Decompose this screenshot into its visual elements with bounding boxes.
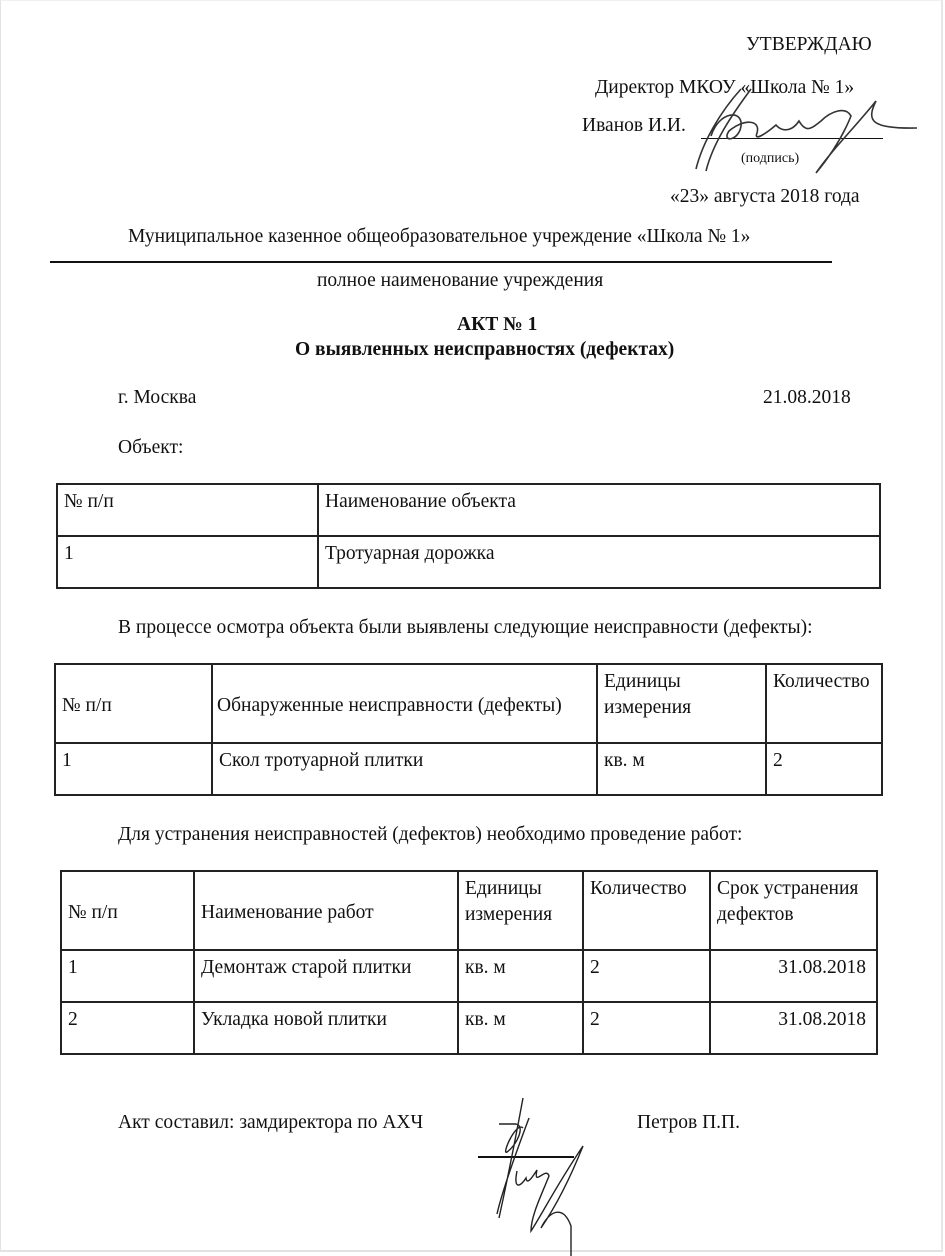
header-cell: Обнаруженные неисправности (дефекты) <box>212 664 597 743</box>
organization-underline <box>50 261 832 263</box>
header-cell: Наименование объекта <box>318 484 880 536</box>
table-row <box>57 536 880 588</box>
table-cell: 2 <box>583 950 710 1002</box>
table-cell: 2 <box>766 743 882 795</box>
table-cell: 2 <box>61 1002 194 1054</box>
table-header-row <box>61 871 877 950</box>
act-title: АКТ № 1 <box>457 314 538 335</box>
table-cell: Укладка новой плитки <box>194 1002 458 1054</box>
table-header-row <box>55 664 882 743</box>
approver-name: Иванов И.И. <box>582 115 686 136</box>
table-cell: 1 <box>57 536 318 588</box>
header-cell: Единицы измерения <box>597 664 766 743</box>
defects-table <box>54 663 883 796</box>
table-cell: 31.08.2018 <box>710 950 877 1002</box>
act-date: 21.08.2018 <box>763 387 851 408</box>
defects-intro: В процессе осмотра объекта были выявлены следующие неисправности (дефекты): <box>118 617 813 638</box>
approver-position: Директор МКОУ «Школа № 1» <box>595 77 855 98</box>
table-cell: кв. м <box>458 950 583 1002</box>
organization-caption: полное наименование учреждения <box>317 270 604 291</box>
header-cell: Срок устранения дефектов <box>710 871 877 950</box>
composer-name: Петров П.П. <box>637 1112 740 1133</box>
table-cell: Демонтаж старой плитки <box>194 950 458 1002</box>
object-label: Объект: <box>118 437 184 458</box>
table-cell: 31.08.2018 <box>710 1002 877 1054</box>
composed-by-label: Акт составил: замдиректора по АХЧ <box>118 1112 424 1133</box>
table-row <box>61 1002 877 1054</box>
table-header-row <box>57 484 880 536</box>
table-cell: 1 <box>55 743 212 795</box>
table-cell: 1 <box>61 950 194 1002</box>
works-intro: Для устранения неисправностей (дефектов) необходимо проведение работ: <box>118 824 743 845</box>
header-cell: Количество <box>766 664 882 743</box>
header-cell: Наименование работ <box>194 871 458 950</box>
table-cell: кв. м <box>458 1002 583 1054</box>
table-cell: 2 <box>583 1002 710 1054</box>
act-city: г. Москва <box>118 387 197 408</box>
table-cell: Скол тротуарной плитки <box>212 743 597 795</box>
table-row <box>55 743 882 795</box>
approve-label: УТВЕРЖДАЮ <box>746 34 872 55</box>
works-table <box>60 870 878 1055</box>
organization-name: Муниципальное казенное общеобразовательное учреждение «Школа № 1» <box>128 226 751 247</box>
act-subtitle: О выявленных неисправностях (дефектах) <box>295 339 675 360</box>
object-table <box>56 483 881 589</box>
signature-caption: (подпись) <box>741 151 800 166</box>
header-cell: Единицы измерения <box>458 871 583 950</box>
header-cell: № п/п <box>61 871 194 950</box>
header-cell: № п/п <box>55 664 212 743</box>
table-cell: кв. м <box>597 743 766 795</box>
composer-signature-icon <box>471 1096 621 1256</box>
table-cell: Тротуарная дорожка <box>318 536 880 588</box>
table-row <box>61 950 877 1002</box>
header-cell: № п/п <box>57 484 318 536</box>
header-cell: Количество <box>583 871 710 950</box>
director-signature-icon <box>681 81 921 181</box>
approval-date: «23» августа 2018 года <box>670 186 860 207</box>
